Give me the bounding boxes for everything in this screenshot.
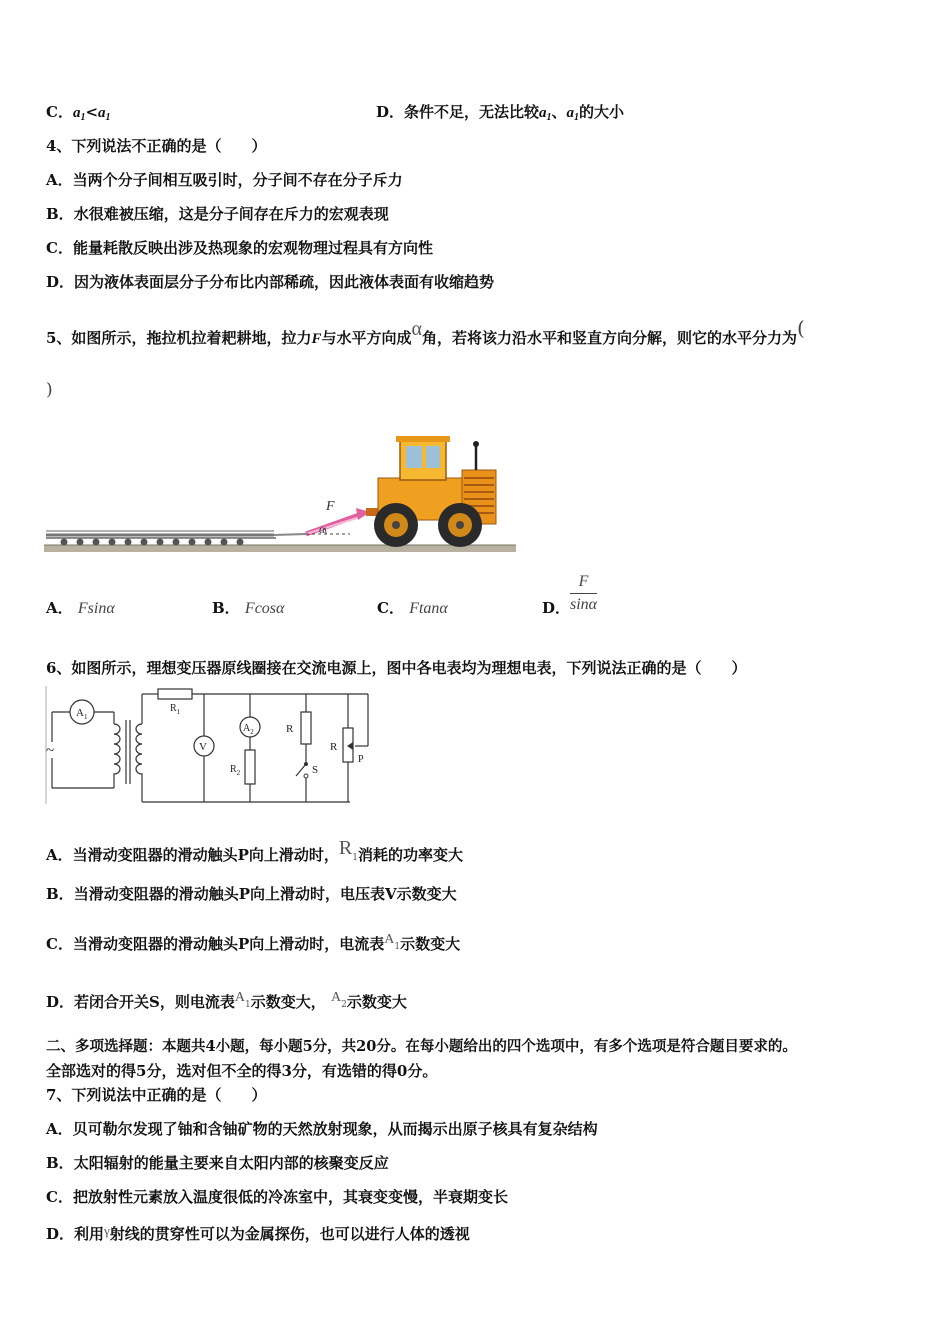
ammeter-a2-label: $A_2$ — [243, 723, 254, 736]
option-text: 条件不足，无法比较 — [404, 103, 540, 121]
option-formula: Ftanα — [409, 600, 448, 617]
q4-stem: 4、下列说法不正确的是（ ） — [46, 137, 267, 155]
subscript: 1 — [244, 1000, 251, 1010]
a1-symbol: A — [384, 932, 395, 947]
q6-option-b — [46, 884, 457, 904]
option-label: A． — [46, 599, 73, 617]
subscript: 1 — [80, 112, 86, 123]
harrow — [46, 531, 306, 546]
ac-source: ~ — [46, 743, 55, 759]
subscript: 1 — [546, 112, 552, 123]
option-text: 射线的贯穿性可以为金属探伤，也可以进行人体的透视 — [109, 1225, 470, 1243]
option-label: D． — [542, 599, 571, 617]
q3-option-c — [46, 102, 111, 128]
ammeter-a1-label: $A_1$ — [76, 707, 88, 721]
option-label: C． — [46, 935, 73, 953]
a1-symbol: A — [234, 990, 245, 1005]
q4-option-b — [46, 204, 389, 224]
q7-option-a — [46, 1119, 598, 1139]
less-than: < — [85, 103, 99, 121]
angle-label: α — [319, 522, 326, 536]
subscript: 2 — [341, 1000, 347, 1010]
denominator: sinα — [570, 596, 598, 613]
option-label: C． — [46, 239, 73, 257]
q4-option-c — [46, 238, 433, 258]
var-a: a — [72, 105, 81, 121]
option-label: B． — [212, 599, 240, 617]
option-label: C． — [46, 1188, 73, 1206]
option-label: C． — [377, 599, 404, 617]
q6-option-a — [46, 838, 463, 868]
q7-option-c — [46, 1187, 508, 1207]
option-label: B． — [46, 885, 74, 903]
resistor-r — [301, 712, 311, 744]
q5-stem — [46, 318, 805, 349]
q4-option-a — [46, 170, 403, 190]
option-label: A． — [46, 846, 73, 864]
option-label: A． — [46, 1120, 73, 1138]
option-text: 太阳辐射的能量主要来自太阳内部的核聚变反应 — [73, 1154, 389, 1172]
rvar-label: R — [330, 741, 338, 753]
option-text: 当滑动变阻器的滑动触头P向上滑动时，电压表V示数变大 — [73, 885, 457, 903]
option-text: 利用 — [74, 1225, 105, 1243]
option-label: D． — [46, 273, 75, 291]
q7-option-d — [46, 1221, 470, 1244]
stem-text: 5、如图所示，拖拉机拉着耙耕地，拉力 — [46, 329, 312, 347]
slider-p[interactable] — [347, 742, 353, 750]
option-text: 能量耗散反映出涉及热现象的宏观物理过程具有方向性 — [72, 239, 433, 257]
q5-option-d — [542, 598, 570, 618]
q5-option-a — [46, 598, 115, 619]
subscript: 1 — [394, 942, 401, 952]
option-text: 示数变大， — [250, 993, 326, 1011]
option-text: 示数变大 — [346, 993, 407, 1011]
force-label: F — [326, 499, 335, 514]
option-text: 水很难被压缩，这是分子间存在斥力的宏观表现 — [73, 205, 389, 223]
r2-label: $R_2$ — [230, 764, 241, 777]
var-a: a — [98, 105, 106, 121]
q7-stem: 7、下列说法中正确的是（ ） — [46, 1086, 267, 1104]
var-a: a — [566, 105, 575, 121]
q4-option-d — [46, 272, 494, 292]
option-formula: Fsinα — [77, 600, 115, 617]
option-label: D． — [46, 1225, 75, 1243]
var-f: F — [311, 331, 322, 347]
var-a: a — [539, 105, 547, 121]
option-text: 因为液体表面层分子分布比内部稀疏，因此液体表面有收缩趋势 — [74, 273, 495, 291]
option-label: D． — [46, 993, 75, 1011]
option-label: A． — [46, 171, 73, 189]
stem-text: 角，若将该力沿水平和竖直方向分解，则它的水平分力为 — [421, 329, 797, 347]
option-text: 示数变大 — [400, 935, 461, 953]
option-formula: Fcosα — [244, 600, 285, 617]
section2-scoring: 全部选对的得5分，选对但不全的得3分，有选错的得0分。 — [46, 1062, 438, 1080]
option-text: 当滑动变阻器的滑动触头P向上滑动时，电流表 — [72, 935, 385, 953]
q5-close-paren: ) — [46, 380, 53, 400]
q6-stem: 6、如图所示，理想变压器原线圈接在交流电源上，图中各电表均为理想电表，下列说法正确的是（ ） — [46, 659, 747, 677]
option-text: 的大小 — [579, 103, 625, 121]
q6-option-c — [46, 930, 460, 957]
subscript: 1 — [105, 112, 111, 123]
alpha-symbol: α — [411, 318, 422, 340]
option-label: C． — [46, 103, 73, 121]
option-text: 当两个分子间相互吸引时，分子间不存在分子斥力 — [72, 171, 403, 189]
q6-option-d — [46, 988, 407, 1015]
r-label: R — [286, 723, 294, 735]
r1-label: $R_1$ — [170, 703, 181, 716]
q7-option-b — [46, 1153, 389, 1173]
voltmeter-label: V — [199, 741, 207, 753]
option-text: 当滑动变阻器的滑动触头P向上滑动时， — [72, 846, 339, 864]
separator: 、 — [551, 103, 567, 121]
a2-symbol: A — [330, 990, 342, 1005]
q5-option-b — [212, 598, 284, 619]
q5-option-c — [377, 598, 448, 619]
r1-symbol: R — [338, 837, 353, 859]
option-text: 消耗的功率变大 — [358, 846, 464, 864]
option-text: 把放射性元素放入温度很低的冷冻室中，其衰变变慢，半衰期变长 — [72, 1188, 508, 1206]
force-arrow — [306, 508, 370, 534]
numerator: F — [570, 573, 597, 594]
slider-label: P — [358, 754, 364, 765]
transformer-circuit — [44, 684, 376, 806]
subscript: 1 — [574, 112, 580, 123]
q3-option-d — [376, 102, 624, 128]
stem-text: 与水平方向成 — [321, 329, 412, 347]
option-text: 贝可勒尔发现了铀和含铀矿物的天然放射现象，从而揭示出原子核具有复杂结构 — [72, 1120, 598, 1138]
option-text: 若闭合开关S，则电流表 — [74, 993, 235, 1011]
switch-label: S — [312, 764, 319, 776]
section2-heading: 二、多项选择题：本题共4小题，每小题5分，共20分。在每小题给出的四个选项中，有多个选项是符合题目要求的。 — [46, 1038, 797, 1055]
option-label: D． — [376, 103, 405, 121]
option-label: B． — [46, 1154, 74, 1172]
q5-option-d-fraction — [570, 573, 597, 614]
subscript: 1 — [352, 853, 358, 863]
resistor-r1 — [158, 689, 192, 699]
resistor-r2 — [245, 750, 255, 784]
ground — [44, 545, 516, 552]
open-paren: ( — [796, 316, 805, 340]
tractor — [366, 436, 496, 547]
tractor-figure — [44, 432, 518, 558]
gamma-symbol: γ — [104, 1223, 110, 1238]
option-label: B． — [46, 205, 74, 223]
